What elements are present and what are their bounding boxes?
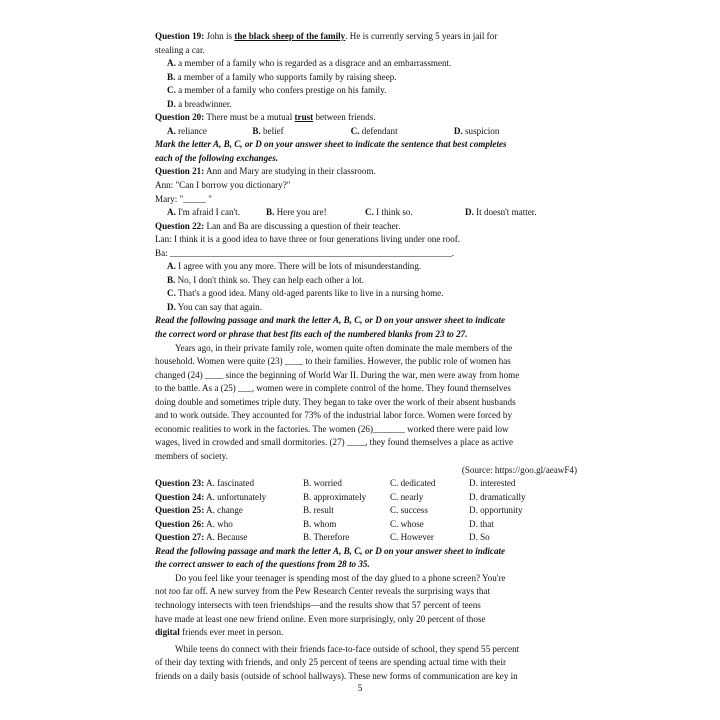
passage-line: have made at least one new friend online. Even more surprisingly, only 20 percent of those [155,613,486,624]
options-row [155,206,577,220]
page-number: 5 [357,683,363,693]
passage-line: While teens do connect with their friends face-to-face outside of school, they spend 55 percent [175,643,520,654]
instruction: Mark the letter A, B, C, or D on your answer sheet to indicate the sentence that best completes [155,139,507,150]
passage-line: changed (24) ____ since the beginning of World War II. During the war, men were away from home [155,369,520,380]
passage-line: members of society. [155,450,228,461]
options-row [155,125,577,139]
passage-line: Years ago, in their private family role, women quite often dominate the male members of the [175,342,513,353]
question-row: Question 24: A. unfortunately B. approximately C. nearly D. dramatically [155,491,526,502]
passage-line: wages, lived in crowded and small dormitories. (27) ____, they found themselves a place as active [155,437,514,448]
question-row: Question 25: A. change B. result C. success D. opportunity [155,505,523,516]
underlined-word: trust [294,112,314,123]
underlined-phrase: the black sheep of the family [234,31,346,41]
option: B. a member of a family who supports family by raising sheep. [167,71,397,82]
option: A. I agree with you any more. There will be lots of misunderstanding. [167,261,422,272]
passage-line: household. Women were quite (23) ____ to their families. However, the public role of women has [155,356,511,367]
passage-line: Do you feel like your teenager is spending most of the day glued to a phone screen? You're [175,572,506,583]
question-label: Question 19: [155,31,205,41]
source-citation: (Source: https://goo.gl/aeawF4) [461,464,577,475]
option: B. belief [252,125,284,136]
question-19: Question 19: John is the black sheep of the family. He is currently serving 5 years in jail for [155,31,498,41]
instruction: each of the following exchanges. [155,152,279,163]
option: D. You can say that again. [167,301,262,312]
passage-line: digital friends ever meet in person. [155,627,284,638]
passage-line: and to work outside. They accounted for 73% of the industrial labor force. Women were forced by [155,410,513,421]
option: C. a member of a family who confers prestige on his family. [167,85,387,96]
question-row: Question 23: A. fascinated B. worried C. dedicated D. interested [155,478,516,489]
passage-line: to the battle. As a (25) ___, women were in complete control of the home. They found themselves [155,383,511,394]
instruction: Read the following passage and mark the letter A, B, C, or D on your answer sheet to indicate [155,315,506,326]
option: D. It doesn't matter. [465,207,537,218]
passage-line: doing double and sometimes triple duty. They began to take over the work of their absent husbands [155,396,516,407]
option: C. defendant [350,125,398,136]
option: A. I'm afraid I can't. [167,207,240,218]
option: B. No, I don't think so. They can help each other a lot. [167,274,364,285]
passage-line: of their day texting with friends, and only 25 percent of teens are spending actual time with their [155,657,507,668]
passage-line: not too far off. A new survey from the Pew Research Center reveals the surprising ways that [155,586,490,597]
question-20: Question 20: There must be a mutual trust between friends. [155,112,376,123]
passage-line: friends on a daily basis (outside of school hallways). These new forms of communication are key in [155,670,518,681]
option: D. a breadwinner. [167,98,232,109]
option: C. That's a good idea. Many old-aged parents like to live in a nursing home. [167,288,444,299]
question-row: Question 26: A. who B. whom C. whose D. that [155,518,494,529]
question-label: Question 20: [155,112,205,123]
question-22: Question 22: Lan and Ba are discussing a question of their teacher. [155,220,401,231]
question-row: Question 27: A. Because B. Therefore C. However D. So [155,532,490,543]
option: A. reliance [167,125,207,136]
option: D. suspicion [453,125,500,136]
instruction: the correct word or phrase that best fits each of the numbered blanks from 23 to 27. [155,329,468,340]
question-21: Question 21: Ann and Mary are studying in their classroom. [155,166,376,177]
document-page: Question 19: John is the black sheep of the family. He is currently serving 5 years in jail for stealing a car. A. a member of a family who is regarded as a disgrace and an embarrassment. B. a member of a family who supports family by raising sheep. C. a member of a family who confers prestige on his family. D. a breadwinner. Question 20: There must be a mutual trust between friends. A. reliance B. belief C. defendant D. suspicion Mark the letter A, B, C, or D on your answer sheet to indicate the sentence that best completes each of the following exchanges. Question 21: Ann and Mary are studying in their classroom. Ann: "Can I borrow you dictionary?" Mary: "_____ " A. I'm afraid I can't. B. Here you are! C. I think so. D. It doesn't matter. Question 22: Lan and Ba are discussing a question of their teacher. Lan: I think it is a good idea to have three or four generations living under one roof. Ba: ______________________________________________________________. A. I agree with you any more. There will be lots of misunderstanding. B. No, I don't think so. They can help each other a lot. C. That's a good idea. Many old-aged parents like to live in a nursing home. D. You can say that again. Read the following passage and mark the letter A, B, C, or D on your answer sheet to indicate the correct word or phrase that best fits each of the numbered blanks from 23 to 27. Years ago, in their private family role, women quite often dominate the male members of the household. Women were quite (23) ____ to their families. However, the public role of women has changed (24) ____ since the beginning of World War II. During the war, men were away from home to the battle. As a (25) ___, women were in complete control of the home. They found themselves doing double and sometimes triple duty. They began to take over the work of their absent husbands and to work outside. They accounted for 73% of the industrial labor force. Women were forced by economic realities to work in the factories. The women (26)_______ worked there were paid low wages, lived in crowded and small dormitories. (27) ____, they found themselves a place as active members of society. (Source: https://goo.gl/aeawF4) Question 23: A. fascinated B. worried C. dedicated D. interested Question 24: A. unfortunately B. approximately C. nearly D. dramatically Question 25: A. change B. result C. success D. opportunity Question 26: A. who B. whom C. whose D. that Question 27: A. Because B. Therefore C. However D. So Read the following passage and mark the letter A, B, C, or D on your answer sheet to indicate the correct answer to each of the questions from 28 to 35. Do you feel like your teenager is spending most of the day glued to a phone screen? You're not too far off. A new survey from the Pew Research Center reveals the surprising ways that technology intersects with teen friendships—and the results show that 57 percent of teens have made at least one new friend online. Even more surprisingly, only 20 percent of those digital friends ever meet in person. While teens do connect with their friends face-to-face outside of school, they spend 55 percent of their day texting with friends, and only 25 percent of teens are spending actual time with their friends on a daily basis (outside of school hallways). These new forms of communication are key in [155,30,577,683]
option: C. I think so. [365,207,413,218]
passage-line: economic realities to work in the factories. The women (26)_______ worked there were paid low [155,423,509,434]
option: B. Here you are! [266,207,327,218]
option: A. a member of a family who is regarded as a disgrace and an embarrassment. [167,58,452,69]
instruction: Read the following passage and mark the letter A, B, C, or D on your answer sheet to indicate [155,545,506,556]
instruction: the correct answer to each of the questions from 28 to 35. [155,559,370,570]
passage-line: technology intersects with teen friendships—and the results show that 57 percent of teens [155,599,481,610]
